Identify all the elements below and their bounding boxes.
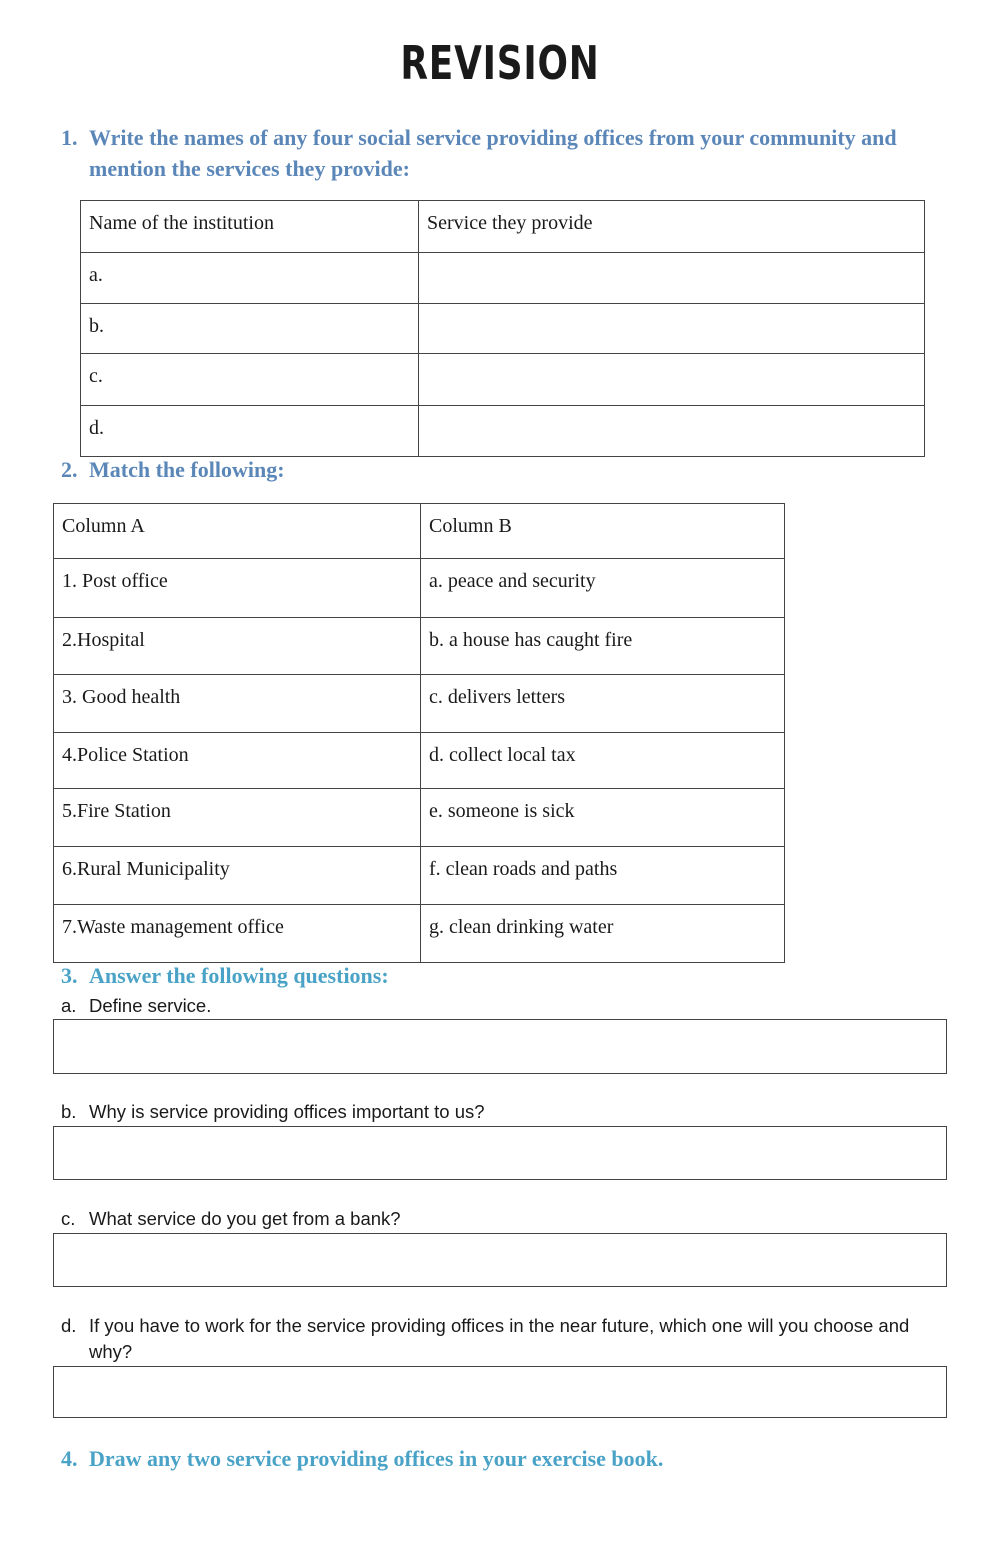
subquestion-b bbox=[61, 1099, 951, 1125]
question-4-text: Draw any two service providing offices in your exercise book. bbox=[89, 1446, 664, 1471]
table-header: Name of the institution bbox=[81, 201, 419, 253]
subquestion-label: b. bbox=[61, 1101, 77, 1122]
answer-cell[interactable] bbox=[419, 253, 925, 304]
question-1-number: 1. bbox=[61, 125, 78, 150]
question-2-text: Match the following: bbox=[89, 457, 285, 482]
answer-box-b[interactable] bbox=[53, 1126, 947, 1180]
page-title: REVISION bbox=[400, 36, 600, 90]
column-b-item: a. peace and security bbox=[421, 559, 785, 618]
table-header: Column A bbox=[54, 504, 421, 559]
answer-box-a[interactable] bbox=[53, 1019, 947, 1074]
column-b-item: f. clean roads and paths bbox=[421, 847, 785, 905]
column-b-item: b. a house has caught fire bbox=[421, 618, 785, 675]
column-b-item: c. delivers letters bbox=[421, 675, 785, 733]
subquestion-label: d. bbox=[61, 1315, 77, 1336]
table-row-label: b. bbox=[81, 304, 419, 354]
question-3-text: Answer the following questions: bbox=[89, 963, 389, 988]
column-a-item: 3. Good health bbox=[54, 675, 421, 733]
question-4-heading bbox=[61, 1443, 951, 1474]
column-a-item: 1. Post office bbox=[54, 559, 421, 618]
subquestion-text: Why is service providing offices important to us? bbox=[89, 1101, 485, 1122]
question-4-number: 4. bbox=[61, 1446, 78, 1471]
answer-box-d[interactable] bbox=[53, 1366, 947, 1418]
table-header: Service they provide bbox=[419, 201, 925, 253]
subquestion-text: What service do you get from a bank? bbox=[89, 1208, 401, 1229]
institutions-table bbox=[80, 200, 925, 457]
column-a-item: 2.Hospital bbox=[54, 618, 421, 675]
question-2-heading bbox=[61, 454, 661, 485]
table-row-label: a. bbox=[81, 253, 419, 304]
question-2-number: 2. bbox=[61, 457, 78, 482]
subquestion-text: If you have to work for the service providing offices in the near future, which one will you choose and why? bbox=[89, 1315, 910, 1362]
subquestion-label: a. bbox=[61, 995, 77, 1016]
question-3-heading bbox=[61, 960, 661, 991]
answer-cell[interactable] bbox=[419, 406, 925, 457]
table-header: Column B bbox=[421, 504, 785, 559]
column-b-item: g. clean drinking water bbox=[421, 905, 785, 963]
subquestion-text: Define service. bbox=[89, 995, 212, 1016]
table-row-label: c. bbox=[81, 354, 419, 406]
answer-box-c[interactable] bbox=[53, 1233, 947, 1287]
answer-cell[interactable] bbox=[419, 354, 925, 406]
subquestion-d bbox=[61, 1313, 951, 1365]
subquestion-a bbox=[61, 993, 951, 1019]
matching-table bbox=[53, 503, 785, 963]
column-b-item: d. collect local tax bbox=[421, 733, 785, 789]
column-b-item: e. someone is sick bbox=[421, 789, 785, 847]
question-1-text: Write the names of any four social service providing offices from your community and mention the services they provide: bbox=[89, 125, 897, 181]
answer-cell[interactable] bbox=[419, 304, 925, 354]
question-3-number: 3. bbox=[61, 963, 78, 988]
column-a-item: 7.Waste management office bbox=[54, 905, 421, 963]
table-row-label: d. bbox=[81, 406, 419, 457]
column-a-item: 4.Police Station bbox=[54, 733, 421, 789]
column-a-item: 6.Rural Municipality bbox=[54, 847, 421, 905]
column-a-item: 5.Fire Station bbox=[54, 789, 421, 847]
question-1-heading bbox=[61, 122, 951, 184]
subquestion-label: c. bbox=[61, 1208, 76, 1229]
subquestion-c bbox=[61, 1206, 951, 1232]
